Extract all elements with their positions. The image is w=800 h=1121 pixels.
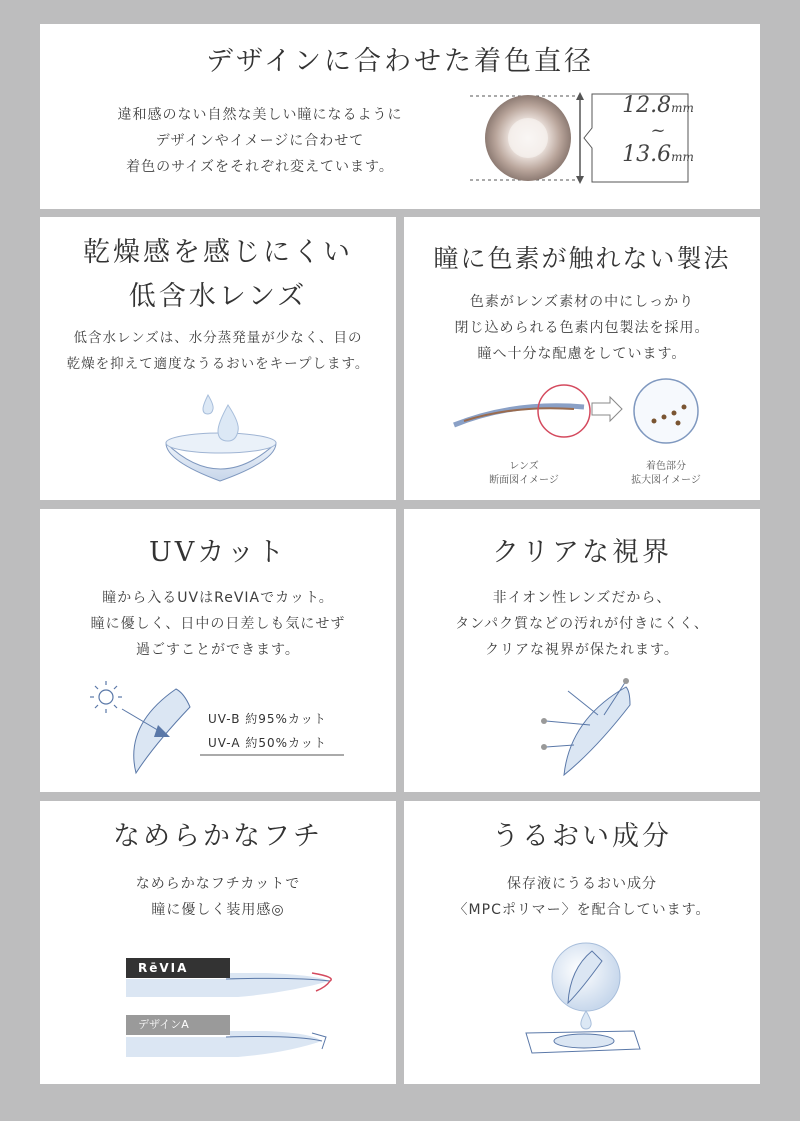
droplet-icon bbox=[218, 405, 238, 441]
lens-droplet-illustration bbox=[158, 395, 282, 487]
dryness-card bbox=[40, 217, 396, 500]
uv-description: 瞳から入るUVはReVIAでカット。 瞳に優しく、日中の日差しも気にせず 過ごすことができます。 bbox=[90, 590, 346, 658]
droplet-icon bbox=[581, 1011, 591, 1029]
moist-card bbox=[404, 801, 760, 1084]
diameter-title: デザインに合わせた着色直径 bbox=[205, 46, 595, 77]
colored-area-label-2: 拡大図イメージ bbox=[631, 475, 701, 486]
smooth-title: なめらかなフチ bbox=[113, 821, 323, 852]
solution-lens-illustration bbox=[522, 939, 652, 1059]
diameter-max: 13.6 bbox=[622, 142, 672, 167]
smooth-description: なめらかなフチカットで 瞳に優しく装用感◎ bbox=[135, 876, 301, 918]
uva-label: UV-A 約50%カット bbox=[208, 736, 327, 750]
colored-area-label-1: 着色部分 bbox=[646, 461, 686, 472]
uv-lens-illustration bbox=[84, 675, 354, 785]
diameter-description: 違和感のない自然な美しい瞳になるように デザインやイメージに合わせて 着色のサイズをそれぞれ変えています。 bbox=[117, 107, 403, 175]
clear-description: 非イオン性レンズだから、 タンパク質などの汚れが付きにくく、 クリアな視界が保たれます。 bbox=[455, 590, 709, 658]
diameter-min: 12.8 bbox=[622, 93, 672, 118]
smooth-card bbox=[40, 801, 396, 1084]
pigment-card bbox=[404, 217, 760, 500]
lens-section-label-2: 断面図イメージ bbox=[489, 475, 559, 486]
design-a-label: デザインA bbox=[126, 1015, 230, 1035]
sun-icon bbox=[90, 681, 122, 713]
dryness-description: 低含水レンズは、水分蒸発量が少なく、目の 乾燥を抑えて適度なうるおいをキープします。 bbox=[66, 330, 370, 372]
pigment-title: 瞳に色素が触れない製法 bbox=[433, 244, 731, 273]
clear-title: クリアな視界 bbox=[492, 537, 672, 568]
edge-comparison-illustration bbox=[126, 957, 366, 1067]
uvb-label: UV-B 約95%カット bbox=[208, 712, 327, 726]
lens-section-label-1: レンズ bbox=[509, 461, 539, 472]
diameter-card bbox=[40, 24, 760, 209]
moist-description: 保存液にうるおい成分 〈MPCポリマー〉を配合しています。 bbox=[453, 876, 711, 918]
clear-card bbox=[404, 509, 760, 792]
diameter-tilde: ~ bbox=[650, 120, 666, 141]
droplet-icon bbox=[203, 395, 213, 414]
revia-label: RēVIA bbox=[126, 958, 230, 978]
pigment-cross-section-illustration bbox=[454, 377, 714, 497]
dryness-title: 乾燥感を感じにくい 低含水レンズ bbox=[83, 237, 353, 312]
pigment-description: 色素がレンズ素材の中にしっかり 閉じ込められる色素内包製法を採用。 瞳へ十分な配慮をしています。 bbox=[454, 294, 710, 362]
uv-card bbox=[40, 509, 396, 792]
diameter-values: 12.8mm ~ 13.6mm bbox=[608, 92, 708, 172]
clear-lens-illustration bbox=[534, 675, 644, 785]
uv-title: UVカット bbox=[149, 537, 287, 568]
moist-title: うるおい成分 bbox=[492, 821, 672, 852]
